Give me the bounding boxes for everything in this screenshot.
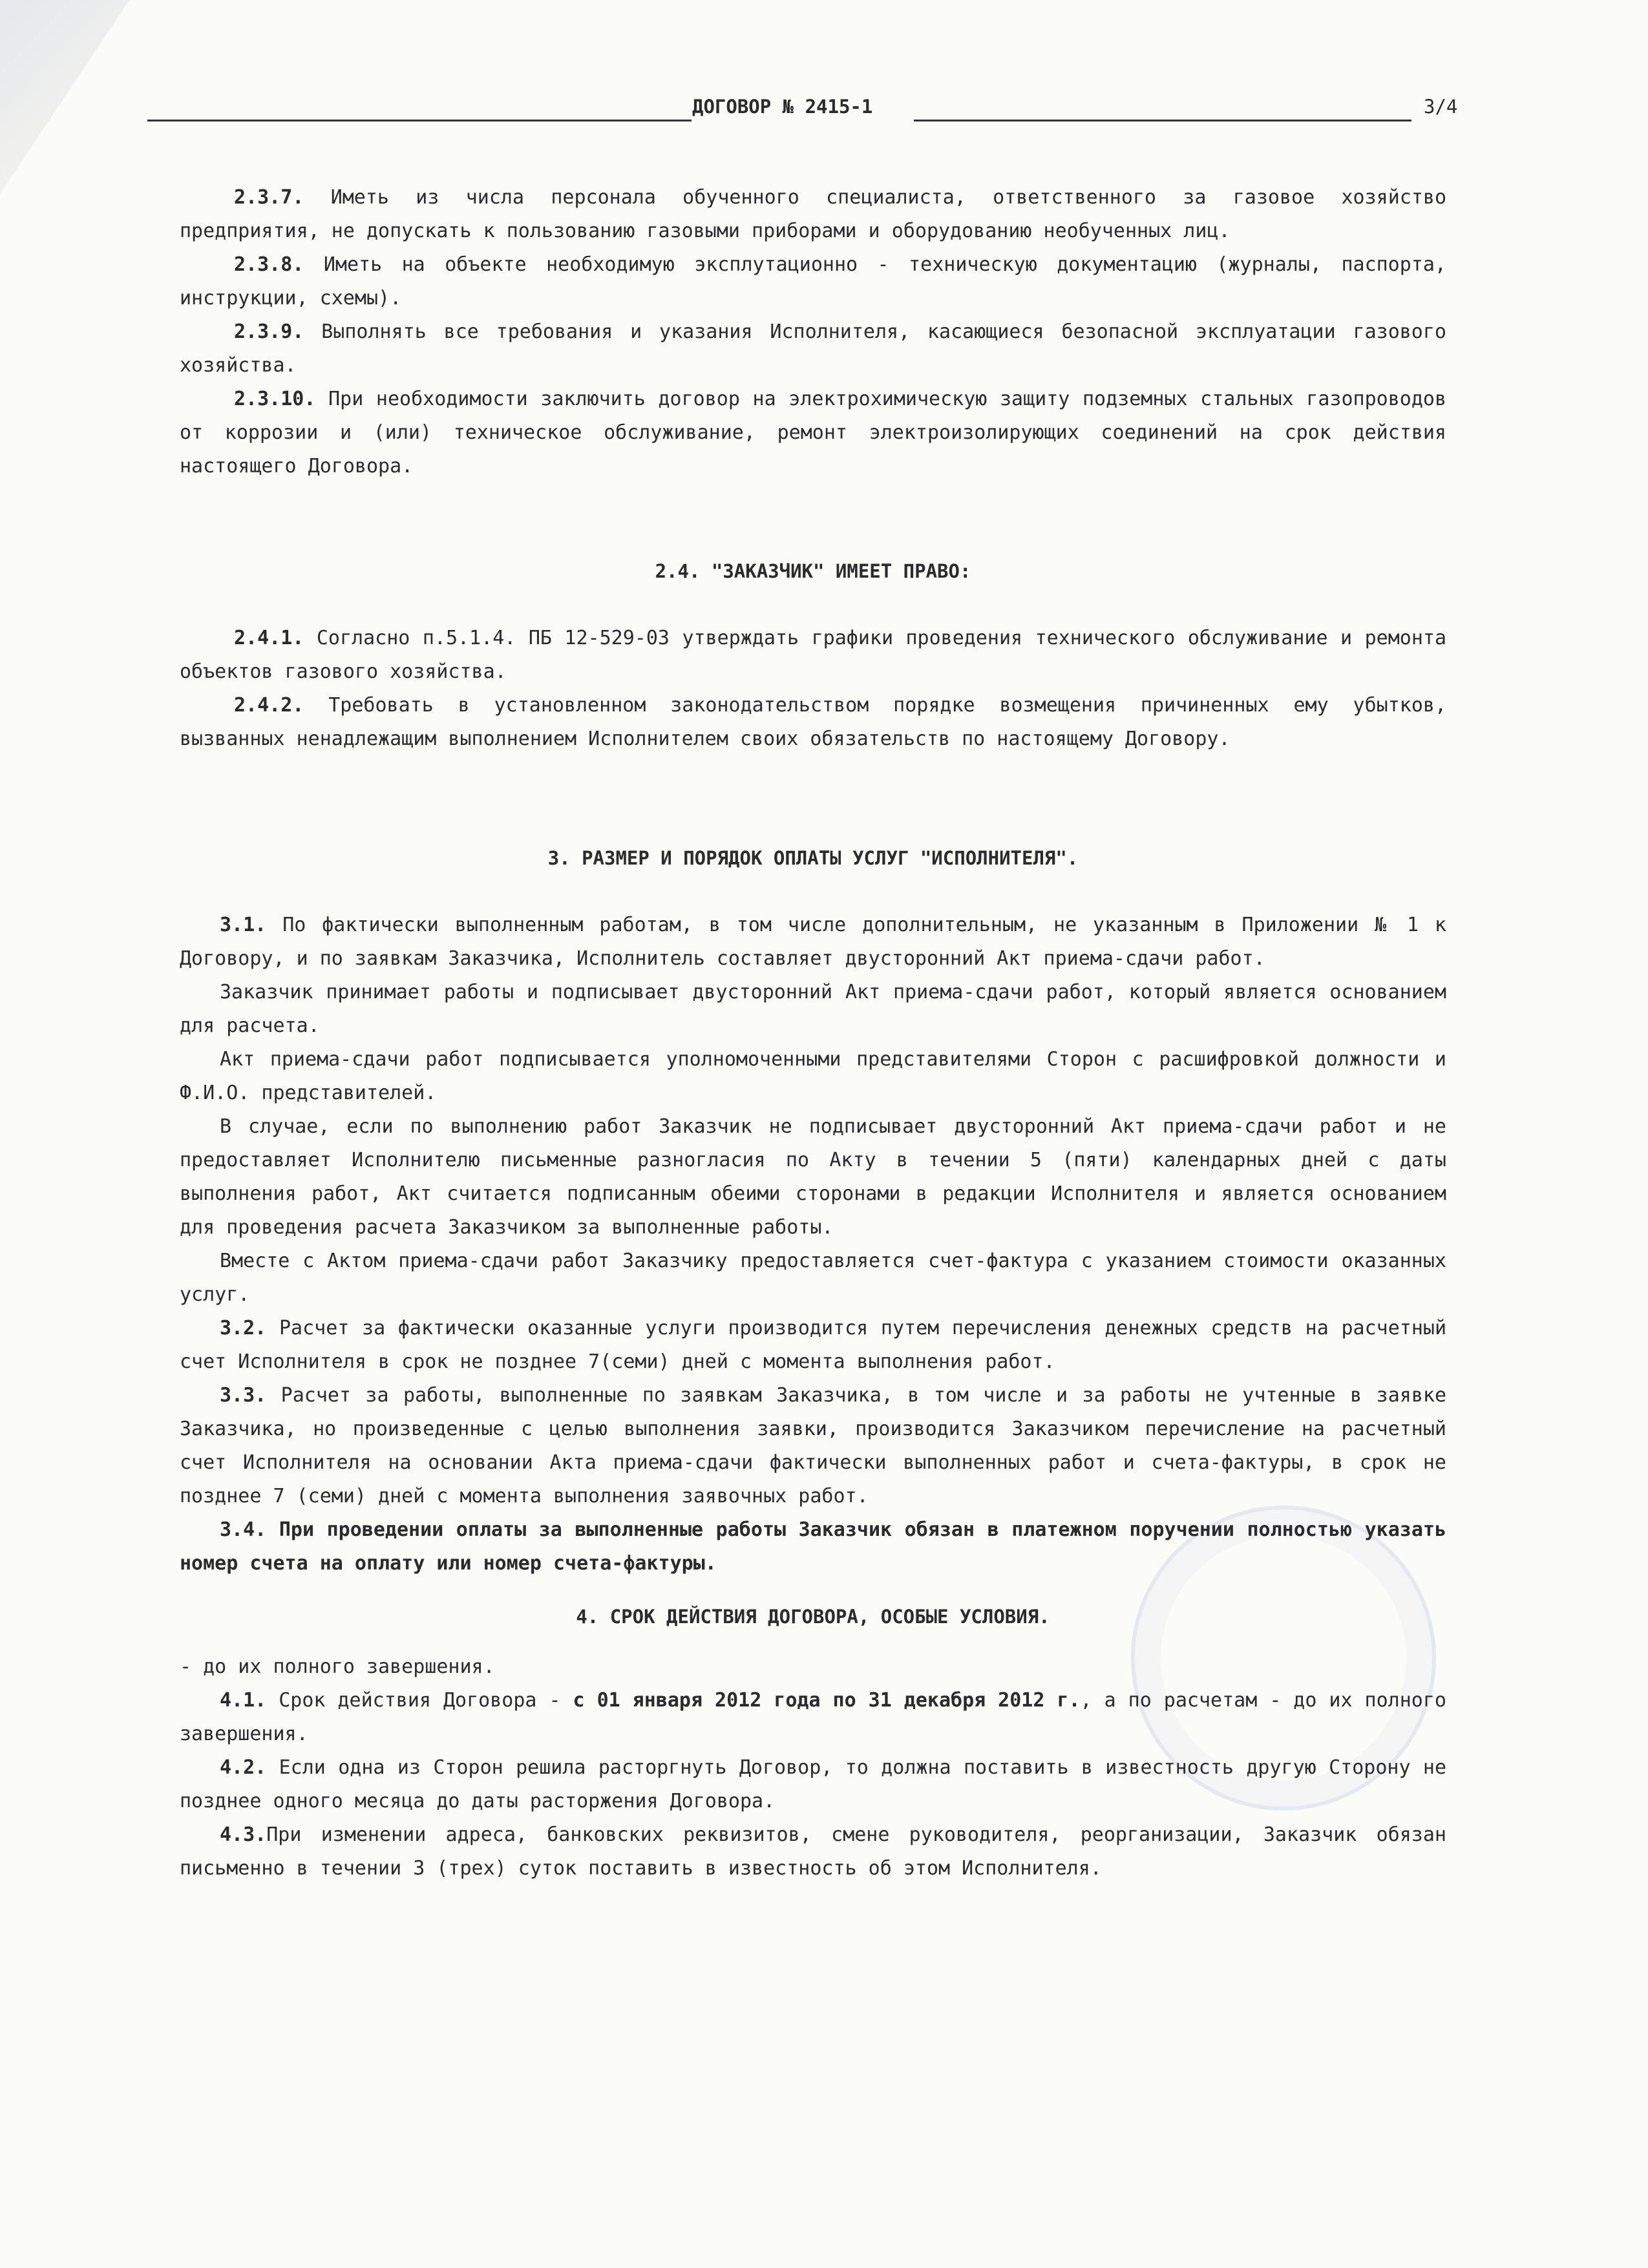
contract-period: с 01 января 2012 года по 31 декабря 2012 г. [573,1689,1081,1712]
clause-number: 3.1. [220,914,267,936]
clause-text: Расчет за работы, выполненные по заявкам Заказчика, в том числе и за работы не учтенные в заявке Заказчика, но произведенные с целью выполнения заявки, производится Заказчиком перечисление на расчетный счет Исполнителя на основании Акта приема-сдачи фактически выполненных работ и счета-фактуры, в срок не позднее 7 (семи) дней с момента выполнения заявочных работ. [180,1384,1447,1507]
paragraph-acceptance: Заказчик принимает работы и подписывает двусторонний Акт приема-сдачи работ, который является основанием для расчета. [180,981,1446,1037]
paragraph-non-signing: В случае, если по выполнению работ Заказчик не подписывает двусторонний Акт приема-сдачи работ и не предоставляет Исполнителю письменные разногласия по Акту в течении 5 (пяти) календарных дней с даты выполнения работ, Акт считается подписанным обеими сторонами в редакции Исполнителя и является основанием для проведения расчета Заказчиком за выполненные работы. [180,1115,1446,1239]
clause-text: По фактически выполненным работам, в том числе дополнительным, не указанным в Приложении № 1 к Договору, и по заявкам Заказчика, Исполнитель составляет двусторонний Акт приема-сдачи работ. [180,914,1446,970]
clause-4-2 [180,1751,1446,1818]
clause-number: 4.2. [220,1756,267,1779]
page-header [147,94,1458,126]
clause-text: При проведении оплаты за выполненные работы Заказчик обязан в платежном поручении полностью указать номер счета на оплату или номер счета-фактуры. [180,1518,1447,1575]
clause-text: Требовать в установленном законодательством порядке возмещения причиненных ему убытков, вызванных ненадлежащим выполнением Исполнителем своих обязательств по настоящему Договору. [180,694,1447,750]
clause-3-1 [180,908,1446,976]
clause-text-pre: Срок действия Договора - [279,1689,573,1712]
clause-number: 2.3.7. [234,186,304,209]
paragraph-until-completion: - до их полного завершения. [180,1655,495,1678]
clause-3-4 [180,1513,1446,1580]
clause-2-4-2 [180,689,1446,756]
clause-2-3-8 [180,248,1446,315]
contract-title: ДОГОВОР № 2415-1 [692,96,873,118]
section-heading-2-4: 2.4. "ЗАКАЗЧИК" ИМЕЕТ ПРАВО: [655,560,971,582]
document-body [180,181,1446,1885]
clause-text: Выполнять все требования и указания Исполнителя, касающиеся безопасной эксплуатации газового хозяйства. [180,320,1446,377]
clause-3-2 [180,1312,1446,1379]
clause-3-3 [180,1379,1446,1513]
clause-4-3 [180,1818,1446,1885]
header-rule-left [147,120,692,121]
clause-text: Если одна из Сторон решила расторгнуть Договор, то должна поставить в известность другую Сторону не позднее одного месяца до даты расторжения Договора. [180,1756,1447,1812]
clause-number: 3.4. [220,1518,267,1541]
clause-number: 2.3.10. [234,388,316,410]
clause-2-3-7 [180,181,1446,248]
page-number: 3/4 [1424,96,1458,118]
clause-number: 2.3.9. [234,320,304,343]
clause-text: При изменении адреса, банковских реквизитов, смене руководителя, реорганизации, Заказчик обязан письменно в течении 3 (трех) суток поставить в известность об этом Исполнителя. [180,1823,1446,1880]
header-rule-right [914,120,1411,121]
clause-text: Согласно п.5.1.4. ПБ 12-529-03 утверждать графики проведения технического обслуживание и ремонта объектов газового хозяйства. [180,627,1447,683]
clause-text: Иметь на объекте необходимую эксплутационно - техническую документацию (журналы, паспорта, инструкции, схемы). [180,253,1446,310]
clause-number: 4.3. [220,1823,267,1846]
clause-number: 4.1. [220,1689,267,1712]
clause-text: Расчет за фактически оказанные услуги производится путем перечисления денежных средств на расчетный счет Исполнителя в срок не позднее 7(семи) дней с момента выполнения работ. [180,1317,1447,1373]
clause-text-post: , а по расчетам - до их полного завершения. [180,1689,1446,1745]
clause-number: 3.3. [220,1384,267,1407]
paragraph-signing: Акт приема-сдачи работ подписывается уполномоченными представителями Сторон с расшифровкой должности и Ф.И.О. представителей. [180,1048,1446,1104]
section-heading-4: 4. СРОК ДЕЙСТВИЯ ДОГОВОРА, ОСОБЫЕ УСЛОВИЯ. [576,1606,1050,1628]
clause-4-1 [180,1684,1446,1751]
clause-number: 2.4.1. [234,627,304,649]
clause-2-3-9 [180,315,1446,383]
section-heading-3: 3. РАЗМЕР И ПОРЯДОК ОПЛАТЫ УСЛУГ "ИСПОЛНИТЕЛЯ". [547,847,1079,869]
clause-number: 2.4.2. [234,694,304,717]
clause-number: 2.3.8. [234,253,304,276]
clause-number: 3.2. [220,1317,267,1339]
clause-2-3-10 [180,383,1446,483]
paragraph-invoice: Вместе с Актом приема-сдачи работ Заказчику предоставляется счет-фактура с указанием стоимости оказанных услуг. [180,1250,1446,1306]
clause-text: Иметь из числа персонала обученного специалиста, ответственного за газовое хозяйство предприятия, не допускать к пользованию газовыми приборами и оборудованию необученных лиц. [180,186,1447,242]
clause-text: При необходимости заключить договор на электрохимическую защиту подземных стальных газопроводов от коррозии и (или) техническое обслуживание, ремонт электроизолирующих соединений на срок действия настоящего Договора. [180,388,1446,478]
clause-2-4-1 [180,622,1446,689]
